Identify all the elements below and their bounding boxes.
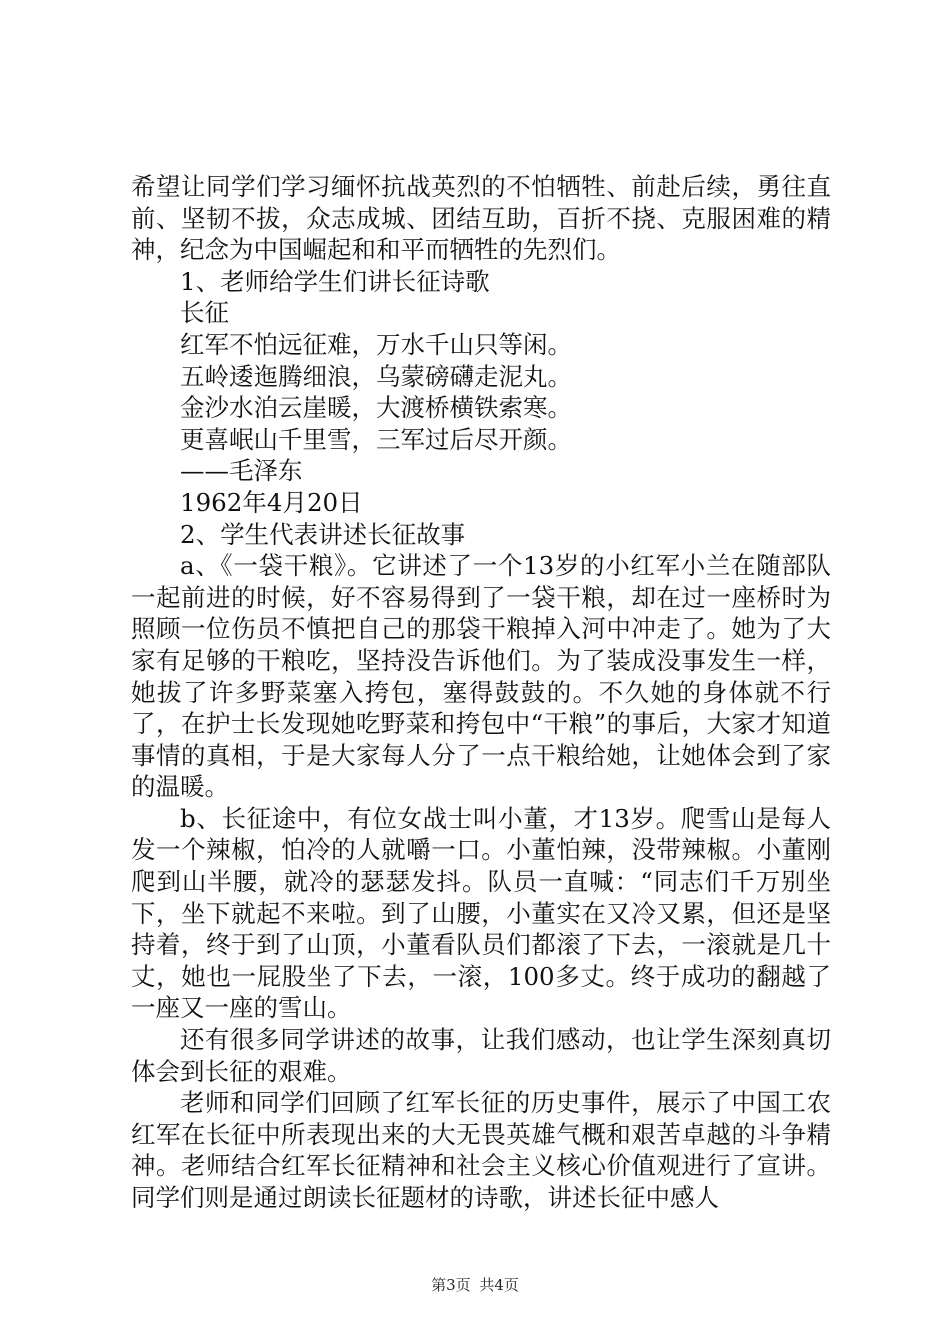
poem-line: 更喜岷山千里雪，三军过后尽开颜。 [180, 424, 572, 454]
poem-title: 长征 [180, 298, 229, 328]
paragraph-summary: 老师和同学们回顾了红军长征的历史事件，展示了中国工农红军在长征中所表现出来的大无畏英雄气概和艰苦卓越的斗争精神。老师结合红军长征精神和社会主义核心价值观进行了宣讲。同学们则是通过朗读长征题材的诗歌，讲述长征中感人 [131, 1088, 831, 1212]
heading-poem-section: 1、老师给学生们讲长征诗歌 [180, 266, 490, 296]
paragraph-intro-continued: 希望让同学们学习缅怀抗战英烈的不怕牺牲、前赴后续，勇往直前、坚韧不拔，众志成城、团结互助，百折不挠、克服困难的精神，纪念为中国崛起和和平而牺牲的先烈们。 [131, 172, 831, 265]
poem-line: 红军不怕远征难，万水千山只等闲。 [180, 329, 572, 359]
poem-line: 五岭逶迤腾细浪，乌蒙磅礴走泥丸。 [180, 361, 572, 391]
paragraph-more-stories: 还有很多同学讲述的故事，让我们感动，也让学生深刻真切体会到长征的艰难。 [131, 1025, 831, 1086]
paragraph-story-b: b、长征途中，有位女战士叫小董，才13岁。爬雪山是每人发一个辣椒，怕冷的人就嚼一口。小董怕辣，没带辣椒。小董刚爬到山半腰，就冷的瑟瑟发抖。队员一直喊：“同志们千万别坐下，坐下就起不来啦。到了山腰，小董实在又冷又累，但还是坚持着，终于到了山顶，小董看队员们都滚了下去，一滚就是几十丈，她也一屁股坐了下去，一滚，100多丈。终于成功的翻越了一座又一座的雪山。 [131, 803, 831, 1023]
poem-date: 1962年4月20日 [180, 487, 363, 517]
paragraph-story-a: a、《一袋干粮》。它讲述了一个13岁的小红军小兰在随部队一起前进的时候，好不容易得到了一袋干粮，却在过一座桥时为照顾一位伤员不慎把自己的那袋干粮掉入河中冲走了。她为了大家有足够的干粮吃，坚持没告诉他们。为了装成没事发生一样，她拔了许多野菜塞入挎包，塞得鼓鼓的。不久她的身体就不行了，在护士长发现她吃野菜和挎包中“干粮”的事后，大家才知道事情的真相，于是大家每人分了一点干粮给她，让她体会到了家的温暖。 [131, 551, 831, 802]
poem-author: ——毛泽东 [180, 456, 303, 486]
document-body [131, 171, 831, 1214]
heading-story-section: 2、学生代表讲述长征故事 [180, 519, 466, 549]
page-footer: 第3页 共4页 [431, 1276, 519, 1294]
poem-line: 金沙水泊云崖暖，大渡桥横铁索寒。 [180, 393, 572, 423]
